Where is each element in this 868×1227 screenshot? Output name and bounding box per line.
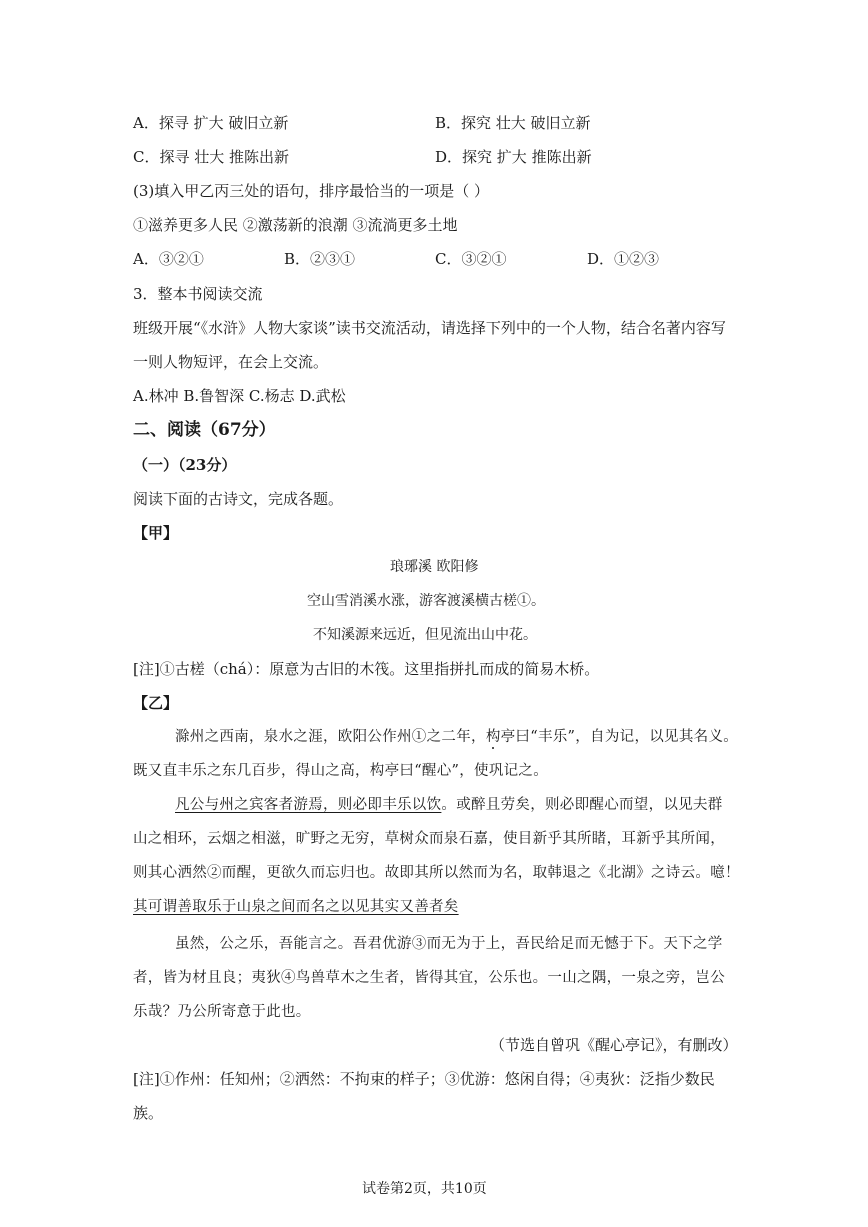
option-c: C．探寻 壮大 推陈出新: [133, 148, 290, 166]
q3-option-a: A．③②①: [133, 250, 204, 268]
label-jia: 【甲】: [133, 524, 179, 542]
underlined-sentence-2: 其可谓善取乐于山泉之间而名之以见其实又善者矣: [133, 899, 459, 915]
section-3-line-2: 一则人物短评，在会上交流。: [133, 353, 329, 371]
yi-p2-line-2: 山之相环，云烟之相滋，旷野之无穷，草树众而泉石嘉，使目新乎其所睹，耳新乎其所闻，: [133, 831, 725, 847]
yi-p1-line-2: 既又直丰乐之东几百步，得山之高，构亭曰“醒心”，使巩记之。: [133, 763, 549, 779]
yi-p1-line-1-a: 滁州之西南，泉水之涯，欧阳公作州①之二年，: [175, 729, 486, 745]
reading-part-1: （一）（23分）: [133, 456, 237, 474]
yi-p2-line-3: 则其心洒然②而醒，更欲久而忘归也。故即其所以然而为名，取韩退之《北湖》之诗云。噫！: [133, 865, 740, 881]
q3-option-d: D．①②③: [587, 250, 660, 268]
yi-p2-line-1: [175, 795, 723, 815]
reading-instruction: 阅读下面的古诗文，完成各题。: [133, 490, 344, 508]
option-d: D．探究 扩大 推陈出新: [435, 148, 592, 166]
yi-p1-line-1: [175, 727, 738, 747]
option-a: A．探寻 扩大 破旧立新: [133, 114, 289, 132]
poem-title: 琅琊溪 欧阳修: [390, 559, 479, 575]
yi-p3-line-3: 乐哉？乃公所寄意于此也。: [133, 1004, 311, 1020]
yi-p3-line-1: 虽然，公之乐，吾能言之。吾君优游③而无为于上，吾民给足而无憾于下。天下之学: [175, 936, 723, 952]
option-b: B．探究 壮大 破旧立新: [435, 114, 591, 132]
poem-line-1: 空山雪消溪水涨，游客渡溪横古槎①。: [307, 593, 545, 609]
section-3-heading: 3．整本书阅读交流: [133, 285, 263, 303]
section-3-choices: A.林冲 B.鲁智深 C.杨志 D.武松: [133, 387, 346, 405]
q3-option-c: C．③②①: [435, 250, 507, 268]
reading-title: 二、阅读（67分）: [133, 420, 276, 440]
jia-note: [注]①古槎（chá）：原意为古旧的木筏。这里指拼扎而成的简易木桥。: [133, 660, 600, 678]
underlined-sentence-1: 凡公与州之宾客者游焉，则必即丰乐以饮: [175, 797, 442, 813]
section-3-line-1: 班级开展“《水浒》人物大家谈”读书交流活动，请选择下列中的一个人物，结合名著内容写: [133, 319, 726, 337]
question-3-items: ①滋养更多人民 ②激荡新的浪潮 ③流淌更多土地: [133, 216, 458, 234]
yi-p2-line-1-rest: 。或醉且劳矣，则必即醒心而望，以见夫群: [441, 797, 723, 813]
label-yi: 【乙】: [133, 694, 179, 712]
q3-option-b: B．②③①: [284, 250, 356, 268]
poem-line-2: 不知溪源来远近，但见流出山中花。: [313, 627, 537, 643]
question-3-stem: (3)填入甲乙丙三处的语句，排序最恰当的一项是（ ）: [133, 182, 490, 200]
yi-p1-line-1-b: 亭曰“丰乐”，自为记，以见其名义。: [500, 729, 739, 745]
yi-p3-line-2: 者，皆为材且良；夷狄④鸟兽草木之生者，皆得其宜，公乐也。一山之隅，一泉之旁，岂公: [133, 970, 725, 986]
emphasis-dot-char: 构: [485, 729, 501, 745]
source-citation: （节选自曾巩《醒心亭记》，有删改）: [490, 1036, 738, 1054]
yi-note-line-2: 族。: [133, 1104, 164, 1122]
yi-note-line-1: [注]①作州：任知州；②洒然：不拘束的样子；③优游：悠闲自得；④夷狄：泛指少数民: [133, 1070, 715, 1088]
page-footer: 试卷第2页，共10页: [362, 1181, 487, 1197]
